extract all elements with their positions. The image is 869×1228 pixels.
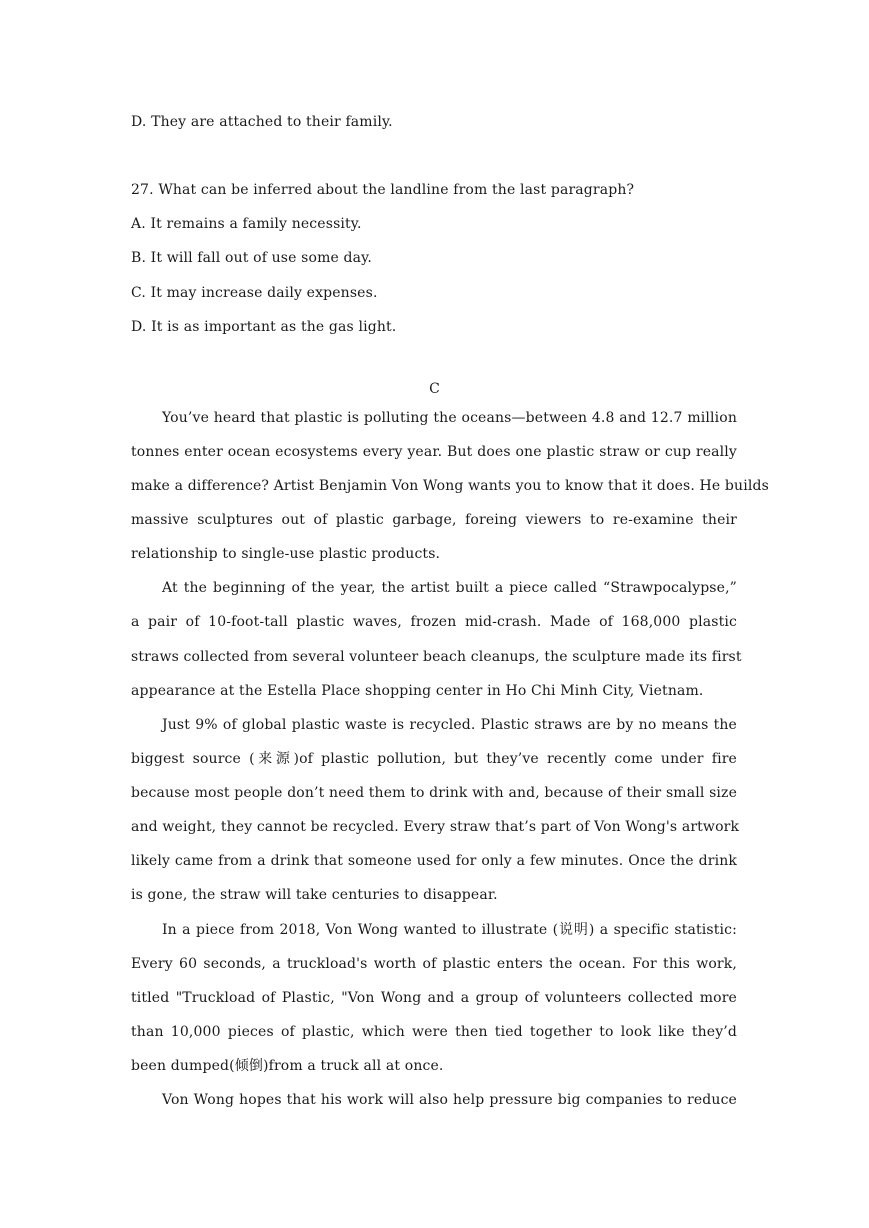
paragraph-line: Von Wong hopes that his work will also help pressure big companies to reduce [162, 1092, 737, 1108]
q27-question: 27. What can be inferred about the landline from the last paragraph? [131, 182, 635, 198]
paragraph-line: likely came from a drink that someone used for only a few minutes. Once the drink [131, 853, 737, 869]
q27-option-b: B. It will fall out of use some day. [131, 250, 372, 266]
paragraph-line: You’ve heard that plastic is polluting the oceans—between 4.8 and 12.7 million [162, 410, 737, 426]
paragraph-line: Every 60 seconds, a truckload's worth of plastic enters the ocean. For this work, [131, 956, 737, 972]
q27-option-d: D. It is as important as the gas light. [131, 319, 397, 335]
paragraph-line: been dumped(倾倒)from a truck all at once. [131, 1058, 444, 1074]
paragraph-line: because most people don’t need them to drink with and, because of their small size [131, 785, 737, 801]
q27-option-a: A. It remains a family necessity. [131, 216, 362, 232]
q27-option-c: C. It may increase daily expenses. [131, 285, 378, 301]
paragraph-line: make a difference? Artist Benjamin Von Wong wants you to know that it does. He builds [131, 478, 769, 494]
paragraph-line: a pair of 10-foot-tall plastic waves, frozen mid-crash. Made of 168,000 plastic [131, 614, 737, 630]
paragraph-line: is gone, the straw will take centuries to disappear. [131, 887, 498, 903]
paragraph-line: tonnes enter ocean ecosystems every year. But does one plastic straw or cup really [131, 444, 737, 460]
paragraph-line: relationship to single-use plastic products. [131, 546, 441, 562]
paragraph-line: biggest source (来源)of plastic pollution, but they’ve recently come under fire [131, 751, 737, 767]
paragraph-line: than 10,000 pieces of plastic, which were then tied together to look like they’d [131, 1024, 737, 1040]
paragraph-line: In a piece from 2018, Von Wong wanted to illustrate (说明) a specific statistic: [162, 922, 737, 938]
section-heading: C [429, 381, 440, 397]
paragraph-line: appearance at the Estella Place shopping center in Ho Chi Minh City, Vietnam. [131, 683, 704, 699]
paragraph-line: Just 9% of global plastic waste is recycled. Plastic straws are by no means the [162, 717, 737, 733]
paragraph-line: titled "Truckload of Plastic, "Von Wong and a group of volunteers collected more [131, 990, 737, 1006]
paragraph-line: straws collected from several volunteer beach cleanups, the sculpture made its first [131, 649, 742, 665]
q26-option-d: D. They are attached to their family. [131, 114, 393, 130]
paragraph-line: massive sculptures out of plastic garbage, foreing viewers to re-examine their [131, 512, 737, 528]
paragraph-line: and weight, they cannot be recycled. Every straw that’s part of Von Wong's artwork [131, 819, 740, 835]
paragraph-line: At the beginning of the year, the artist built a piece called “Strawpocalypse,” [162, 580, 737, 596]
